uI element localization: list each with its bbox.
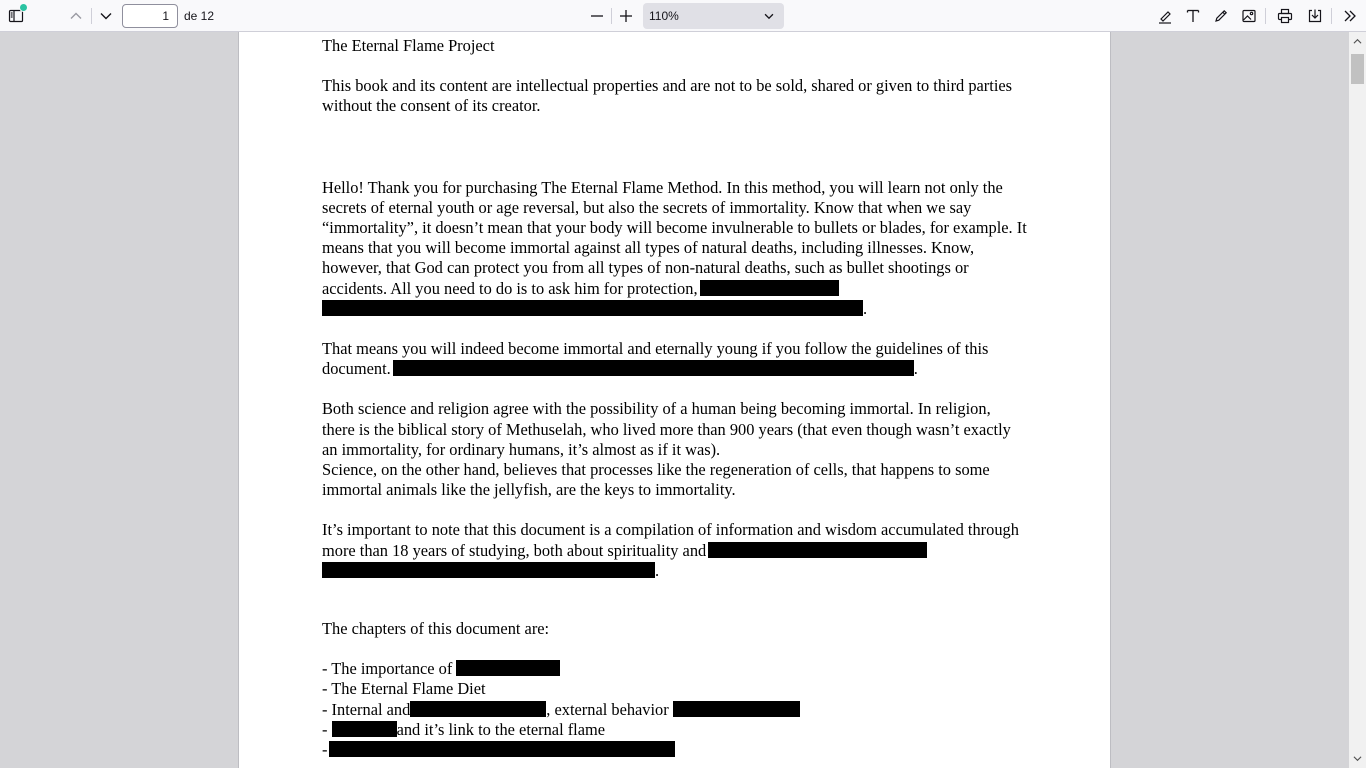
important-text: It’s important to note that this document is a compilation of information and wisdom accumulated through more than 18 years of studying, both about spirituality and	[322, 520, 1019, 560]
redaction-bar	[329, 741, 675, 757]
page-count-label: de 12	[184, 9, 215, 23]
redaction-bar	[456, 660, 560, 676]
highlight-icon	[1157, 8, 1173, 24]
page-content	[322, 36, 1042, 760]
redaction-bar	[673, 701, 800, 717]
image-icon	[1241, 8, 1257, 24]
draw-icon	[1213, 8, 1229, 24]
toolbar-divider	[1265, 8, 1266, 24]
redaction-bar	[322, 562, 655, 578]
next-page-button[interactable]	[94, 4, 118, 28]
save-icon	[1307, 8, 1323, 24]
chapter-text: -	[322, 719, 328, 739]
zoom-select[interactable]	[643, 3, 784, 29]
scroll-up-icon[interactable]	[1353, 37, 1362, 46]
intro-text: Hello! Thank you for purchasing The Eternal Flame Method. In this method, you will learn not only the secrets of eternal youth or age reversal, but also the secrets of immortality. Know that when we say “immortality”, it doesn’t mean that your body will become invulnerable to bullets or blades, for example. It means that you will become immortal against all types of natural deaths, including illnesses. Know, however, that God can protect you from all types of non-natural deaths, such as bullet shootings or accidents. All you need to do is to ask him for protection,	[322, 177, 1027, 298]
chapter-text: -	[322, 740, 328, 760]
redaction-bar	[708, 542, 927, 558]
save-button[interactable]	[1303, 4, 1327, 28]
redaction-bar	[322, 300, 863, 316]
chapter-text: - The importance of	[322, 659, 453, 679]
zoom-out-icon	[589, 8, 605, 24]
redaction-bar	[332, 721, 397, 737]
document-title: The Eternal Flame Project	[322, 36, 495, 55]
chapter-item: - The Eternal Flame Diet	[322, 679, 486, 699]
notification-dot	[20, 4, 27, 11]
pdf-toolbar	[0, 0, 1366, 32]
copyright-notice: This book and its content are intellectual properties and are not to be sold, shared or given to third parties without the consent of its creator.	[322, 76, 1013, 116]
science-paragraph-1: Both science and religion agree with the possibility of a human being becoming immortal. In religion, there is the biblical story of Methuselah, who lived more than 900 years (that even though wasn’t exactly an immortality, for ordinary humans, it’s almost as if it was).	[322, 399, 1011, 459]
chapter-item	[322, 720, 1042, 740]
page-number-input[interactable]	[122, 4, 178, 28]
redaction-bar	[393, 360, 914, 376]
zoom-out-button[interactable]	[585, 4, 609, 28]
zoom-in-icon	[618, 8, 634, 24]
chapter-item	[322, 700, 1042, 720]
scroll-down-icon[interactable]	[1353, 754, 1362, 763]
pdf-page	[238, 32, 1111, 768]
next-page-icon	[98, 8, 114, 24]
print-button[interactable]	[1273, 4, 1297, 28]
chevron-down-icon	[762, 9, 776, 23]
text-button[interactable]	[1181, 4, 1205, 28]
tools-menu-button[interactable]	[1338, 4, 1362, 28]
draw-button[interactable]	[1209, 4, 1233, 28]
means-text: That means you will indeed become immortal and eternally young if you follow the guidelines of this document.	[322, 339, 989, 379]
tools-icon	[1342, 8, 1358, 24]
chapter-item	[322, 740, 1042, 760]
image-button[interactable]	[1237, 4, 1261, 28]
science-paragraph-2: Science, on the other hand, believes that processes like the regeneration of cells, that happens to some immortal animals like the jellyfish, are the keys to immortality.	[322, 460, 990, 500]
chapter-text: - Internal and	[322, 699, 411, 719]
zoom-value: 110%	[649, 9, 679, 23]
important-end: .	[655, 560, 660, 580]
intro-paragraph	[322, 178, 1034, 319]
important-paragraph	[322, 520, 1022, 581]
previous-page-button[interactable]	[64, 4, 88, 28]
toolbar-divider	[611, 8, 612, 24]
document-viewer[interactable]	[0, 32, 1349, 768]
chapter-text: , external behavior	[546, 699, 669, 719]
chapter-item	[322, 659, 1042, 679]
toolbar-divider	[1331, 8, 1332, 24]
zoom-in-button[interactable]	[614, 4, 638, 28]
intro-end: .	[863, 298, 868, 318]
means-paragraph	[322, 339, 992, 379]
toolbar-divider	[91, 8, 92, 24]
chapters-heading: The chapters of this document are:	[322, 619, 550, 639]
redaction-bar	[410, 701, 546, 717]
previous-page-icon	[68, 8, 84, 24]
chapter-text: and it’s link to the eternal flame	[396, 719, 606, 739]
means-end: .	[913, 359, 918, 379]
scrollbar-thumb[interactable]	[1351, 54, 1364, 84]
redaction-bar	[700, 280, 839, 296]
print-icon	[1277, 8, 1293, 24]
highlight-button[interactable]	[1153, 4, 1177, 28]
text-icon	[1185, 8, 1201, 24]
vertical-scrollbar[interactable]	[1349, 32, 1366, 768]
